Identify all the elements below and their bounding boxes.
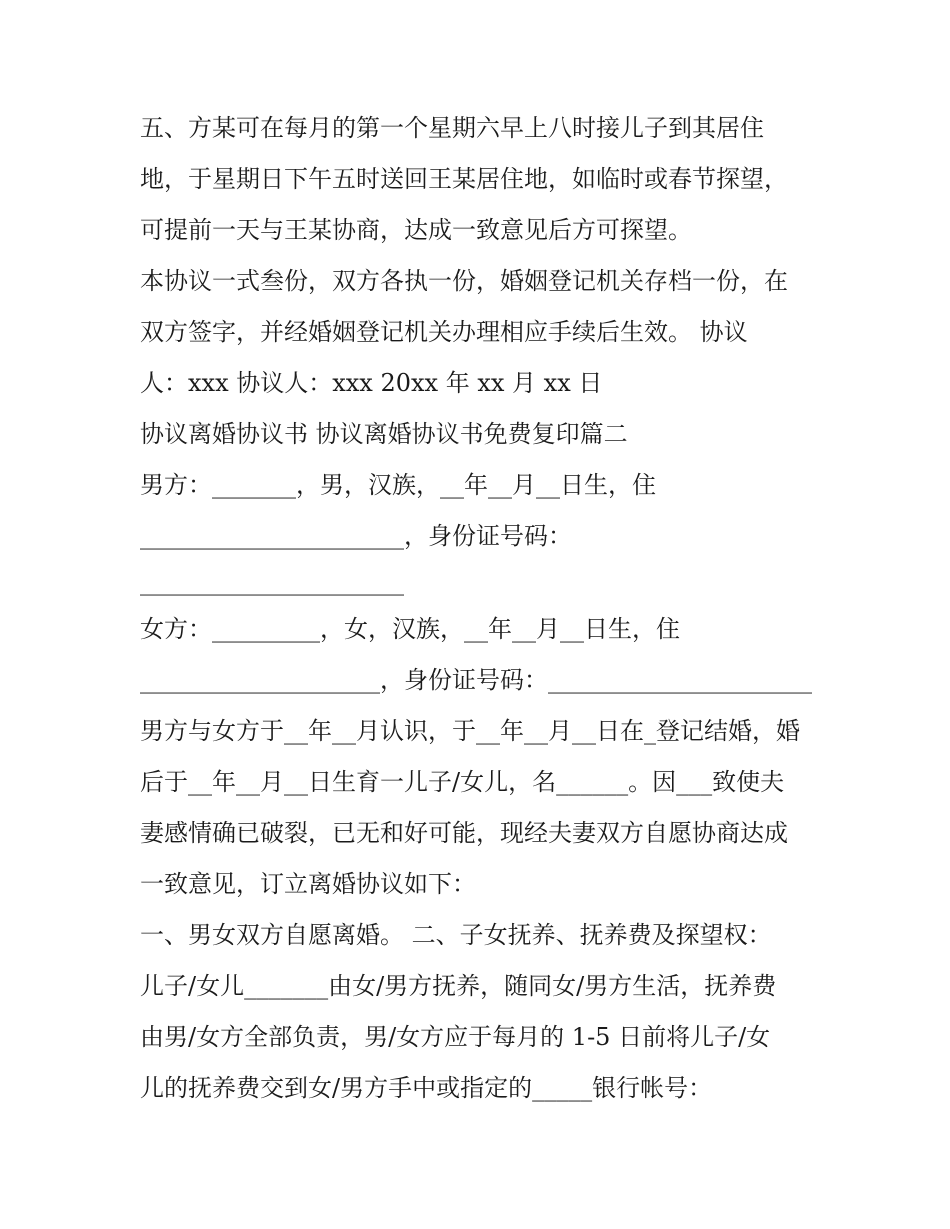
text-line: 地，于星期日下午五时送回王某居住地，如临时或春节探望，: [140, 165, 788, 193]
text-line: 男方与女方于__年__月认识，于__年__月__日在_登记结婚，婚: [140, 717, 800, 745]
text-line: 儿子/女儿_______由女/男方抚养，随同女/男方生活，抚养费: [140, 972, 777, 1000]
text-line: 妻感情确已破裂，已无和好可能，现经夫妻双方自愿协商达成: [140, 819, 788, 847]
text-line: 双方签字，并经婚姻登记机关办理相应手续后生效。 协议: [140, 318, 748, 346]
text-line: 由男/女方全部负责，男/女方应于每月的 1-5 日前将儿子/女: [140, 1023, 771, 1051]
text-line: 可提前一天与王某协商，达成一致意见后方可探望。: [140, 216, 692, 244]
text-line: 男方：_______，男，汉族，__年__月__日生，住: [140, 471, 656, 499]
text-line: 后于__年__月__日生育一儿子/女儿，名______。因___致使夫: [140, 768, 785, 796]
text-line: 人：xxx 协议人：xxx 20xx 年 xx 月 xx 日: [140, 369, 603, 397]
section-heading: 协议离婚协议书 协议离婚协议书免费复印篇二: [140, 420, 628, 448]
text-line: 女方：_________，女，汉族，__年__月__日生，住: [140, 615, 680, 643]
text-line: 五、方某可在每月的第一个星期六早上八时接儿子到其居住: [140, 114, 764, 142]
text-line: ______________________，身份证号码：: [140, 522, 572, 550]
text-line: 本协议一式叁份，双方各执一份，婚姻登记机关存档一份，在: [140, 267, 788, 295]
text-line: ____________________，身份证号码：______________________: [140, 666, 812, 694]
text-line: 一、男女双方自愿离婚。 二、子女抚养、抚养费及探望权：: [140, 921, 772, 949]
text-line: ______________________: [140, 568, 404, 596]
text-line: 儿的抚养费交到女/男方手中或指定的_____银行帐号：: [140, 1074, 713, 1102]
text-line: 一致意见，订立离婚协议如下：: [140, 870, 476, 898]
